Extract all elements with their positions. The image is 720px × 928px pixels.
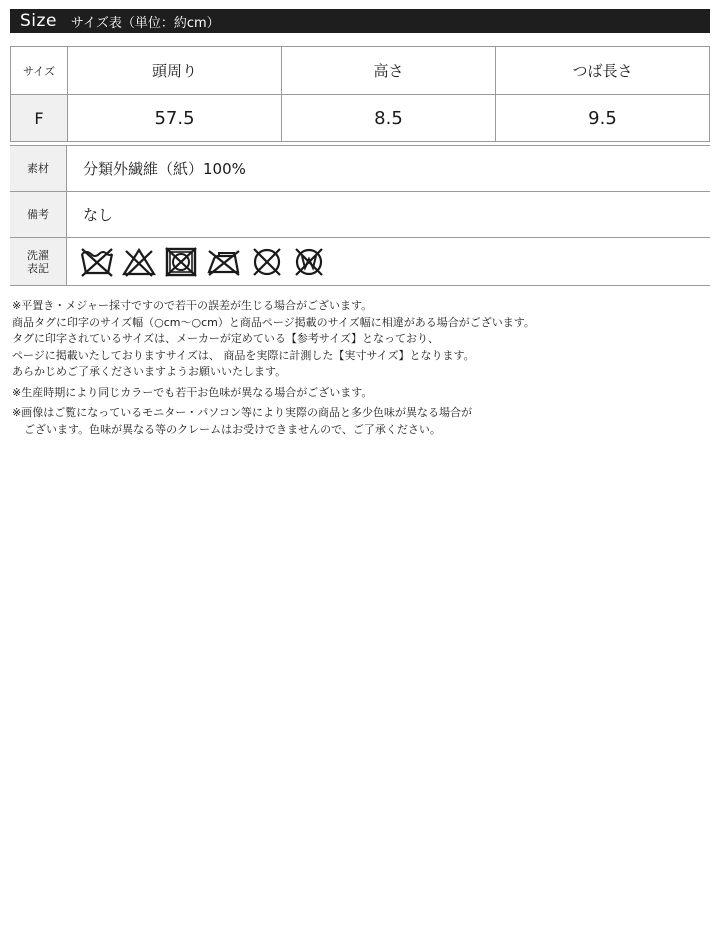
material-row (10, 146, 710, 192)
size-subtitle: サイズ表（単位：約cm） (70, 15, 220, 31)
size-value: 9.5 (496, 95, 710, 142)
notes (12, 298, 712, 438)
material-label: 素材 (10, 146, 67, 192)
no-wash-icon (79, 246, 115, 278)
product-info-table (10, 145, 710, 286)
no-iron-icon (205, 246, 243, 278)
note-line: ※画像はご覧になっているモニター・パソコン等により実際の商品と多少色味が異なる場合が (12, 406, 472, 419)
note-line: ございます。色味が異なる等のクレームはお受けできませんので、ご了承ください。 (24, 422, 441, 436)
note-line: 商品タグに印字のサイズ幅（○cm～○cm）と商品ページ掲載のサイズ幅に相違がある場合がございます。 (12, 315, 535, 329)
size-table-header-row (11, 47, 710, 95)
care-symbols (67, 238, 711, 286)
material-value: 分類外繊維（紙）100% (67, 146, 711, 192)
care-label-line2: 表記 (27, 261, 49, 275)
note-line: タグに印字されているサイズは、メーカーが定めている【参考サイズ】となっており、 (12, 332, 440, 345)
no-wet-clean-icon (291, 246, 327, 278)
no-tumble-dry-icon (163, 246, 199, 278)
no-bleach-icon (121, 246, 157, 278)
column-header: 高さ (282, 47, 496, 95)
note-line: ページに掲載いたしておりますサイズは、 商品を実際に計測した【実寸サイズ】となります。 (12, 348, 475, 362)
care-row (10, 238, 710, 286)
table-row (11, 95, 710, 142)
size-header (10, 9, 710, 33)
column-header: つば長さ (496, 47, 710, 95)
column-header: 頭周り (68, 47, 282, 95)
remarks-label: 備考 (10, 192, 67, 238)
note-line: あらかじめご了承くださいますようお願いいたします。 (12, 365, 287, 378)
note-line: ※平置き・メジャー採寸ですので若干の誤差が生じる場合がございます。 (12, 299, 373, 312)
size-title: Size (20, 11, 57, 31)
care-label-line1: 洗濯 (27, 248, 49, 262)
remarks-value: なし (67, 192, 711, 238)
remarks-row (10, 192, 710, 238)
size-corner-label: サイズ (11, 47, 68, 95)
size-row-label: F (11, 95, 68, 142)
care-label (10, 238, 67, 286)
note-line: ※生産時期により同じカラーでも若干お色味が異なる場合がございます。 (12, 385, 373, 399)
size-value: 57.5 (68, 95, 282, 142)
size-table (10, 46, 710, 142)
size-value: 8.5 (282, 95, 496, 142)
no-dry-clean-icon (249, 246, 285, 278)
